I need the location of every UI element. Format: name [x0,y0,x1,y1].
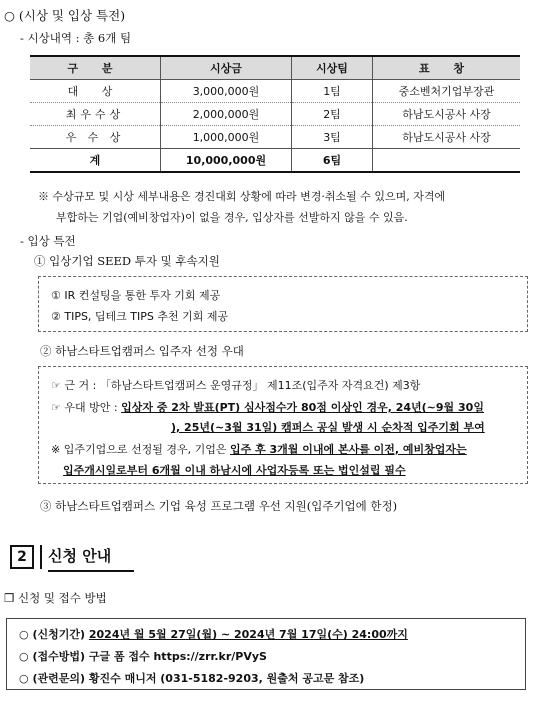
table-total-row [30,149,520,173]
apply-method-line [19,648,267,664]
contact-value: 황진수 매니저 (031-5182-9203, 원출처 공고문 참조) [88,672,365,685]
section-title: 신청 안내 [48,547,112,565]
pref-text-1: 입상자 중 2차 발표(PT) 심사점수가 80점 이상인 경우, 24년(~9월 30일 [121,401,484,414]
cell-prize: 2,000,000원 [161,103,292,126]
cell-total-commendation [373,149,521,173]
tenant-note-line1 [51,441,467,457]
benefits-heading: - 입상 특전 [20,234,76,248]
cell-prize: 3,000,000원 [161,80,292,103]
table-row [30,103,520,126]
tenant-note-bold1: 입주 후 3개월 이내에 본사를 이전, 예비창업자는 [229,443,467,456]
contact-label: (관련문의) [32,672,86,685]
benefit-box1-line1: ① IR 컨설팅을 통한 투자 기회 제공 [51,289,221,302]
table-header-row [30,56,520,80]
header-commendation: 표 창 [373,56,521,80]
apply-period-line [19,626,408,642]
cell-category: 대 상 [30,80,161,103]
apply-period-value: 2024년 월 5월 27일(월) ~ 2024년 7월 17일(수) 24:00까지 [88,628,408,641]
header-category: 구 분 [30,56,161,80]
pref-line1 [51,399,484,415]
cell-teams: 3팀 [292,126,373,149]
prize-table [30,55,520,173]
awards-summary: - 시상내역 : 총 6개 팀 [20,31,132,45]
basis-text: 「하남스타트업캠퍼스 운영규정」 제11조(입주자 자격요건) 제3항 [99,379,421,392]
apply-method-label: (접수방법) [32,650,86,663]
header-prize-money: 시상금 [161,56,292,80]
pref-label: ☞ 우대 방안 : [51,401,122,414]
benefit-box1-line2: ② TIPS, 딥테크 TIPS 추천 기회 제공 [51,310,229,323]
benefit-box-2 [38,366,528,484]
benefit-item-3: ③ 하남스타트업캠퍼스 기업 육성 프로그램 우선 지원(입주기업에 한정) [40,499,398,513]
cell-teams: 1팀 [292,80,373,103]
contact-line [19,670,364,686]
table-row [30,80,520,103]
cell-commendation: 하남도시공사 사장 [373,126,521,149]
section-divider [40,545,42,569]
basis-line [51,377,420,393]
awards-note-line2: 부합하는 기업(예비창업자)이 없을 경우, 입상자를 선발하지 않을 수 있음. [56,211,408,224]
table-row [30,126,520,149]
header-teams: 시상팀 [292,56,373,80]
benefit-item-2: ② 하남스타트업캠퍼스 입주자 선정 우대 [40,344,244,358]
pref-text-2: ), 25년(~3월 31일) 캠퍼스 공실 발생 시 순차적 입주기회 부여 [171,421,485,434]
cell-category: 우 수 상 [30,126,161,149]
cell-commendation: 하남도시공사 사장 [373,103,521,126]
cell-total-label: 계 [30,149,161,173]
apply-method-value[interactable]: 구글 폼 접수 https://zrr.kr/PVyS [88,650,267,663]
awards-note-line1: ※ 수상규모 및 시상 세부내용은 경진대회 상황에 따라 변경·취소될 수 있으며, 자격에 [38,190,446,203]
cell-category: 최우수상 [30,103,161,126]
cell-prize: 1,000,000원 [161,126,292,149]
section-title-underline [48,570,134,572]
benefit-item-1: ① 입상기업 SEED 투자 및 후속지원 [34,254,220,268]
benefit-box-1 [38,276,528,332]
bullet-icon: ○ [19,628,29,641]
cell-total-teams: 6팀 [292,149,373,173]
apply-period-label: (신청기간) [32,628,86,641]
tenant-note-bold2: 입주개시일로부터 6개월 이내 하남시에 사업자등록 또는 법인설립 필수 [63,464,406,477]
cell-teams: 2팀 [292,103,373,126]
basis-label: ☞ 근 거 : [51,379,100,392]
cell-commendation: 중소벤처기업부장관 [373,80,521,103]
bullet-icon: ○ [19,650,29,663]
apply-info-box [6,618,526,690]
cell-total-prize: 10,000,000원 [161,149,292,173]
bullet-icon: ○ [19,672,29,685]
awards-heading: ○ (시상 및 입상 특전) [4,8,126,23]
tenant-note-prefix: ※ 입주기업으로 선정될 경우, 기업은 [51,443,230,456]
section-number: 2 [10,545,34,569]
apply-sub-heading: ❒ 신청 및 접수 방법 [4,591,107,605]
